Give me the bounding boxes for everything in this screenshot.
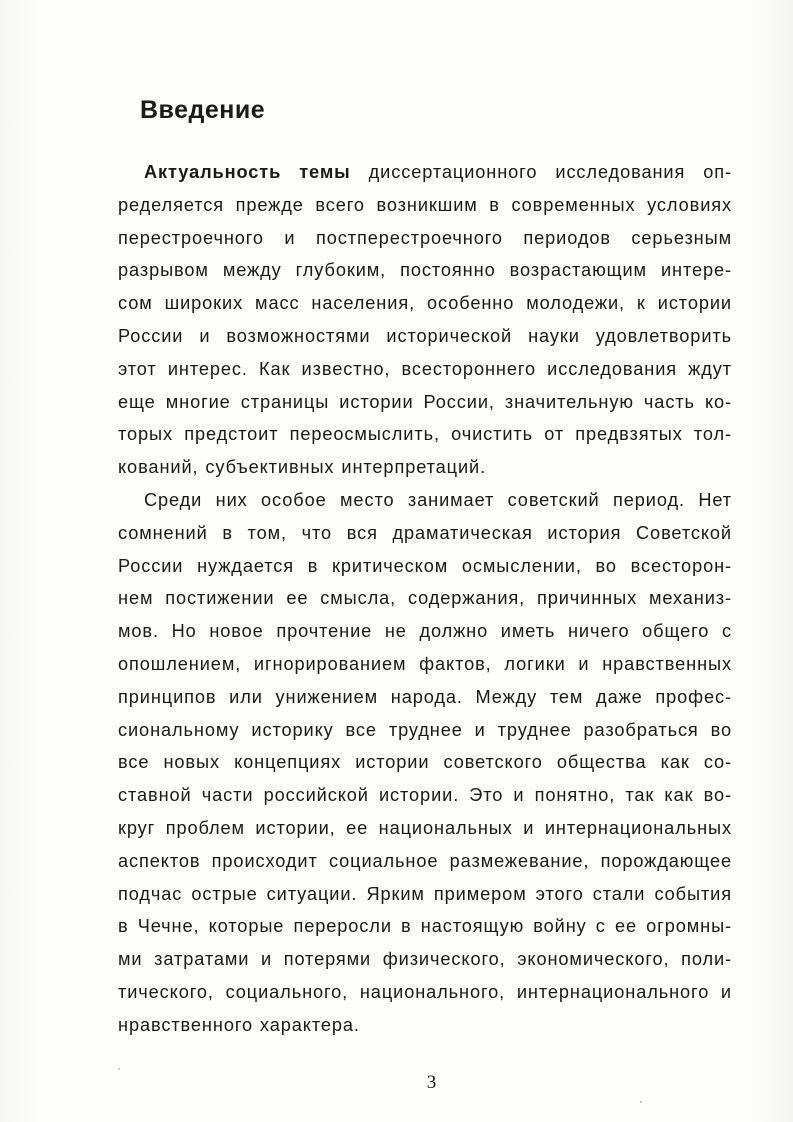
text-line: мов. Но новое прочтение не должно иметь ничего общего с — [118, 621, 732, 642]
text-line: тического, социального, национального, интернационального и — [118, 981, 732, 1002]
page-number: 3 — [426, 1072, 437, 1093]
text-line: торых предстоит переосмыслить, очистить от предвзятых тол- — [118, 424, 732, 445]
page-title: Введение — [140, 96, 266, 124]
text-line: кований, субъективных интерпретаций. — [118, 457, 487, 478]
text-line: нравственного характера. — [118, 1014, 360, 1035]
text-line: перестроечного и постперестроечного периодов серьезным — [118, 227, 732, 248]
text-line: все новых концепциях истории советского общества как со- — [118, 752, 732, 773]
scan-speck — [118, 1068, 120, 1070]
text-line: ми затратами и потерями физического, экономического, поли- — [118, 949, 732, 970]
text-line: еще многие страницы истории России, значительную часть ко- — [118, 391, 732, 412]
text-line: России нуждается в критическом осмыслении, во всесторон- — [118, 555, 732, 576]
text-line: опошлением, игнорированием фактов, логики и нравственных — [118, 653, 732, 674]
text-line: в Чечне, которые переросли в настоящую войну с ее огромны- — [118, 916, 732, 937]
text-line: России и возможностями исторической науки удовлетворить — [118, 325, 732, 346]
text-line: нем постижении ее смысла, содержания, причинных механиз- — [118, 588, 732, 609]
text-line: сомнений в том, что вся драматическая история Советской — [118, 522, 732, 543]
bold-lead: Актуальность темы — [144, 162, 351, 182]
text-line: подчас острые ситуации. Ярким примером этого стали события — [118, 883, 732, 904]
body-text — [118, 156, 732, 1042]
text-line: этот интерес. Как известно, всестороннего исследования ждут — [118, 358, 732, 379]
text-line: сиональному историку все труднее и труднее разобраться во — [118, 719, 732, 740]
text-line: Среди них особое место занимает советский период. Нет — [144, 489, 732, 510]
text-line: принципов или унижением народа. Между тем даже профес- — [118, 686, 732, 707]
text-line: аспектов происходит социальное размежевание, порождающее — [118, 850, 732, 871]
scan-speck — [640, 1101, 642, 1103]
text-line: круг проблем истории, ее национальных и интернациональных — [118, 817, 732, 838]
text-line: разрывом между глубоким, постоянно возрастающим интере- — [118, 260, 732, 281]
text-line: сом широких масс населения, особенно молодежи, к истории — [118, 293, 732, 314]
text-line: ставной части российской истории. Это и понятно, так как во- — [118, 785, 732, 806]
text-line: Актуальность темы диссертационного исследования оп- — [144, 162, 732, 182]
text-line: ределяется прежде всего возникшим в современных условиях — [118, 194, 732, 215]
